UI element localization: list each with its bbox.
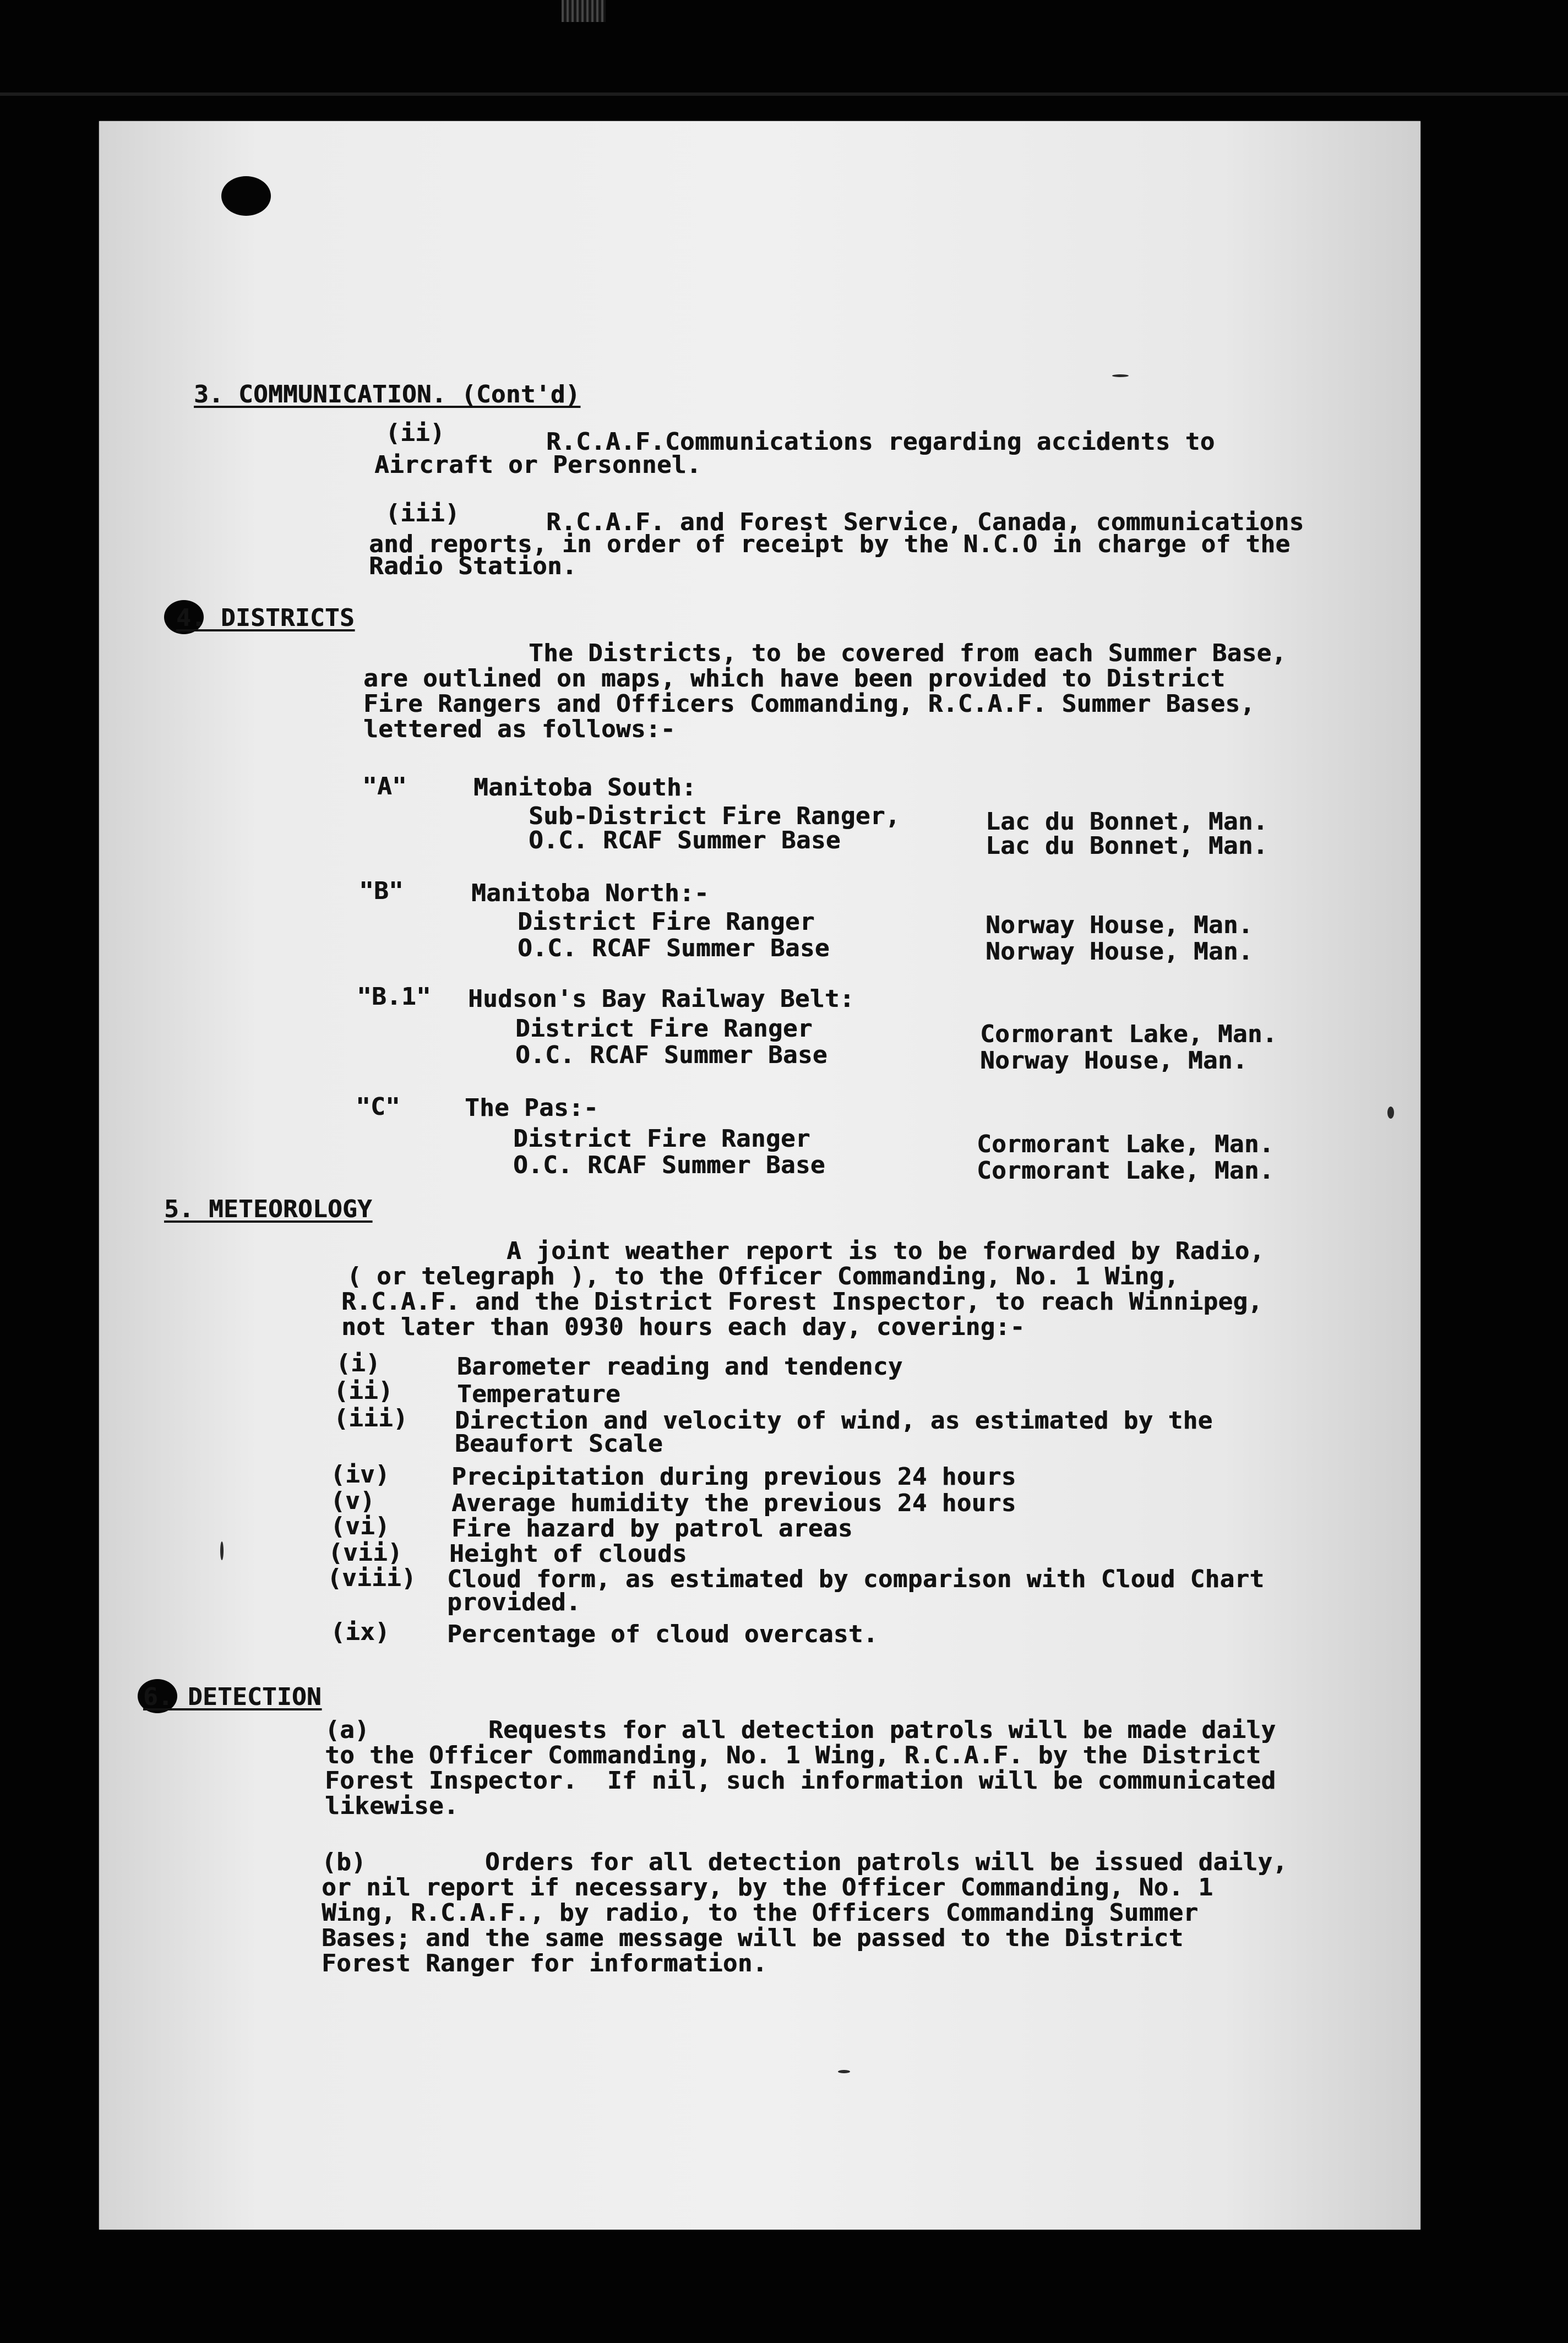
- district-location: Norway House, Man.: [980, 1047, 1248, 1075]
- paragraph-line: (a) Requests for all detection patrols will be made daily: [325, 1716, 1276, 1744]
- item-number: (ii): [334, 1377, 393, 1405]
- section-heading: 3. COMMUNICATION. (Cont'd): [194, 380, 580, 408]
- district-role: O.C. RCAF Summer Base: [529, 826, 841, 854]
- paragraph-line: The Districts, to be covered from each Summer Base,: [529, 639, 1287, 667]
- paragraph-line: not later than 0930 hours each day, covering:-: [341, 1313, 1025, 1341]
- item-text: Radio Station.: [369, 552, 577, 580]
- item-number: (iii): [334, 1404, 408, 1432]
- district-location: Norway House, Man.: [986, 938, 1253, 966]
- item-text: Fire hazard by patrol areas: [451, 1514, 853, 1543]
- speck: [1112, 374, 1129, 377]
- district-role: District Fire Ranger: [518, 908, 815, 936]
- item-number: (i): [336, 1349, 380, 1377]
- item-text: R.C.A.F.Communications regarding accidents to: [546, 428, 1215, 456]
- paragraph-line: Forest Ranger for information.: [322, 1949, 767, 1977]
- paragraph-line: are outlined on maps, which have been provided to District: [363, 664, 1226, 693]
- item-number: (vii): [328, 1539, 402, 1567]
- item-text: Percentage of cloud overcast.: [447, 1620, 878, 1648]
- paragraph-line: likewise.: [325, 1792, 459, 1820]
- item-text: Average humidity the previous 24 hours: [451, 1489, 1016, 1517]
- district-name: Manitoba North:-: [471, 879, 709, 907]
- district-role: O.C. RCAF Summer Base: [515, 1041, 827, 1069]
- district-location: Cormorant Lake, Man.: [977, 1157, 1274, 1185]
- paragraph-line: Forest Inspector. If nil, such information will be communicated: [325, 1767, 1276, 1795]
- paragraph-line: Fire Rangers and Officers Commanding, R.C.A.F. Summer Bases,: [363, 690, 1255, 718]
- paragraph-line: lettered as follows:-: [363, 715, 676, 743]
- item-number: (iv): [330, 1461, 390, 1489]
- district-location: Lac du Bonnet, Man.: [986, 832, 1268, 860]
- film-edge-strip: [0, 92, 1568, 96]
- item-number: (v): [330, 1487, 375, 1515]
- district-role: O.C. RCAF Summer Base: [513, 1151, 825, 1179]
- item-number: (viii): [327, 1564, 416, 1592]
- district-location: Lac du Bonnet, Man.: [986, 808, 1268, 836]
- item-text: Direction and velocity of wind, as estimated by the: [455, 1407, 1213, 1435]
- punch-hole-top: [221, 176, 271, 216]
- paragraph-line: A joint weather report is to be forwarded by Radio,: [507, 1237, 1265, 1265]
- section-heading: 5. METEOROLOGY: [164, 1195, 372, 1223]
- item-number: (iii): [385, 499, 460, 527]
- district-letter: "A": [362, 772, 407, 800]
- district-role: District Fire Ranger: [513, 1125, 810, 1153]
- paragraph-line: or nil report if necessary, by the Officer Commanding, No. 1: [322, 1873, 1213, 1901]
- film-mount-notch: [562, 0, 606, 22]
- item-text: Beaufort Scale: [455, 1430, 663, 1458]
- district-role: District Fire Ranger: [515, 1015, 813, 1043]
- item-number: (vi): [330, 1512, 390, 1540]
- item-text: R.C.A.F. and Forest Service, Canada, communications: [546, 508, 1304, 536]
- district-letter: "B": [359, 877, 404, 905]
- paragraph-line: (b) Orders for all detection patrols will be issued daily,: [322, 1848, 1288, 1876]
- item-text: Barometer reading and tendency: [457, 1353, 903, 1381]
- item-number: (ii): [385, 419, 445, 447]
- speck: [220, 1541, 224, 1560]
- item-text: Height of clouds: [449, 1540, 687, 1568]
- district-location: Cormorant Lake, Man.: [977, 1130, 1274, 1158]
- district-role: O.C. RCAF Summer Base: [518, 934, 830, 962]
- speck: [838, 2070, 850, 2073]
- district-letter: "B.1": [357, 983, 431, 1011]
- paragraph-line: R.C.A.F. and the District Forest Inspector, to reach Winnipeg,: [341, 1288, 1263, 1316]
- paragraph-line: Wing, R.C.A.F., by radio, to the Officers Commanding Summer: [322, 1899, 1199, 1927]
- section-heading: 6. DETECTION: [143, 1683, 322, 1711]
- item-text: Aircraft or Personnel.: [374, 451, 701, 479]
- speck: [1387, 1107, 1394, 1119]
- district-name: The Pas:-: [465, 1094, 598, 1122]
- paragraph-line: ( or telegraph ), to the Officer Commanding, No. 1 Wing,: [347, 1262, 1179, 1290]
- paragraph-line: to the Officer Commanding, No. 1 Wing, R.C.A.F. by the District: [325, 1741, 1261, 1769]
- document-page: [99, 121, 1420, 2230]
- item-text: Cloud form, as estimated by comparison with Cloud Chart: [447, 1565, 1265, 1593]
- item-text: provided.: [447, 1588, 581, 1616]
- item-text: and reports, in order of receipt by the N.C.O in charge of the: [369, 530, 1291, 558]
- item-text: Temperature: [457, 1380, 620, 1408]
- item-number: (ix): [330, 1618, 390, 1646]
- district-location: Norway House, Man.: [986, 911, 1253, 939]
- district-letter: "C": [356, 1093, 400, 1121]
- district-role: Sub-District Fire Ranger,: [529, 802, 900, 830]
- section-heading: 4. DISTRICTS: [176, 604, 355, 632]
- paragraph-line: Bases; and the same message will be passed to the District: [322, 1924, 1184, 1952]
- item-text: Precipitation during previous 24 hours: [451, 1463, 1016, 1491]
- district-location: Cormorant Lake, Man.: [980, 1020, 1277, 1048]
- district-name: Manitoba South:: [473, 773, 696, 802]
- district-name: Hudson's Bay Railway Belt:: [468, 985, 854, 1013]
